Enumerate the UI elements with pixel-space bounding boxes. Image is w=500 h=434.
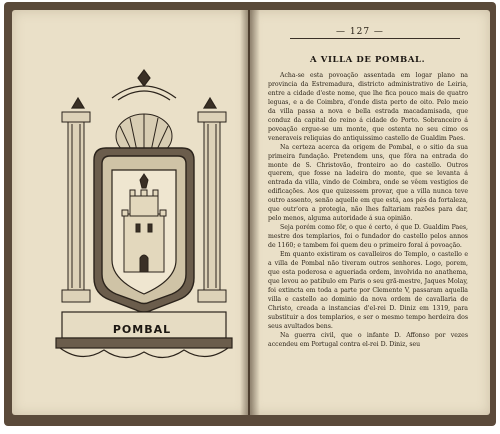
right-column: [198, 112, 226, 302]
plate-caption: POMBAL: [112, 323, 172, 336]
book-gutter: [240, 10, 260, 415]
paragraph: Na certeza acerca da origem de Pombal, e o sitio da sua primeira fundação. Pretendem uns, que fôra na entrada do monte de S. Christovão, fronteiro ao do castello. Outros querem, que fosse na ladeira do monte, que se levanta á entrada da villa, vindo de Coimbra, onde se vêem vestigios de edificações. Aos que quizessem provar, que a villa nunca teve outro assento, senão aquelle em que está, aos pés da fortaleza, que outr'ora a protegia, não lhes faltariam razões para dar, pelo menos, alguma autoridade á sua opinião.: [268, 143, 468, 223]
left-column: [62, 112, 90, 302]
paragraph: Seja porém como fôr, o que é certo, é que D. Gualdim Paes, mestre dos templarios, foi o fundador do castello pelos annos de 1160; e tambem foi quem deu o primeiro foral á povoação.: [268, 224, 468, 250]
section-title: A VILLA DE POMBAL.: [310, 55, 426, 65]
page-number: — 127 —: [336, 27, 384, 37]
crest-ornament: [72, 70, 216, 108]
body-text: [268, 72, 468, 350]
paragraph: Em quanto existiram os cavalleiros do Templo, o castello e a villa de Pombal não tiveram outros senhores. Logo, porem, que esta poderosa e agueriada ordem, involvida no anathema, que levou ao patibulo em Paris o seu grã-mestre, Jaques Molay, foi extincta em toda a parte por Clemente V, passaram aquella villa e castello ao dominio da nova ordem de cavallaria de Christo, creada a instancias d'el-rei D. Diniz em 1319, para substituir a dos templarios, e ser o mesmo tempo herdeira dos seus avultados bens.: [268, 251, 468, 330]
paragraph: Na guerra civil, que o infante D. Affonso por vezes accendeu em Portugal contra el-rei D. Diniz, seu: [268, 331, 468, 348]
paragraph: Acha-se esta povoação assentada em logar plano na provincia da Estremadura, districto administrativo de Leiria, entre a cidade d'este nome, que lhe fica pouco mais de quatro leguas, e a de Coimbra, d'onde dista perto de oito. Pelo meio da villa passa a nova e bella estrada macadamisada, que conduz da capital do reino á cidade do Porto. Sobranceiro á povoação ergue-se um monte, que ostenta no seu cimo os veneraveis reliquias do antiquissimo castello de Gualdim Paes.: [268, 72, 468, 142]
header-rule: [290, 38, 460, 39]
